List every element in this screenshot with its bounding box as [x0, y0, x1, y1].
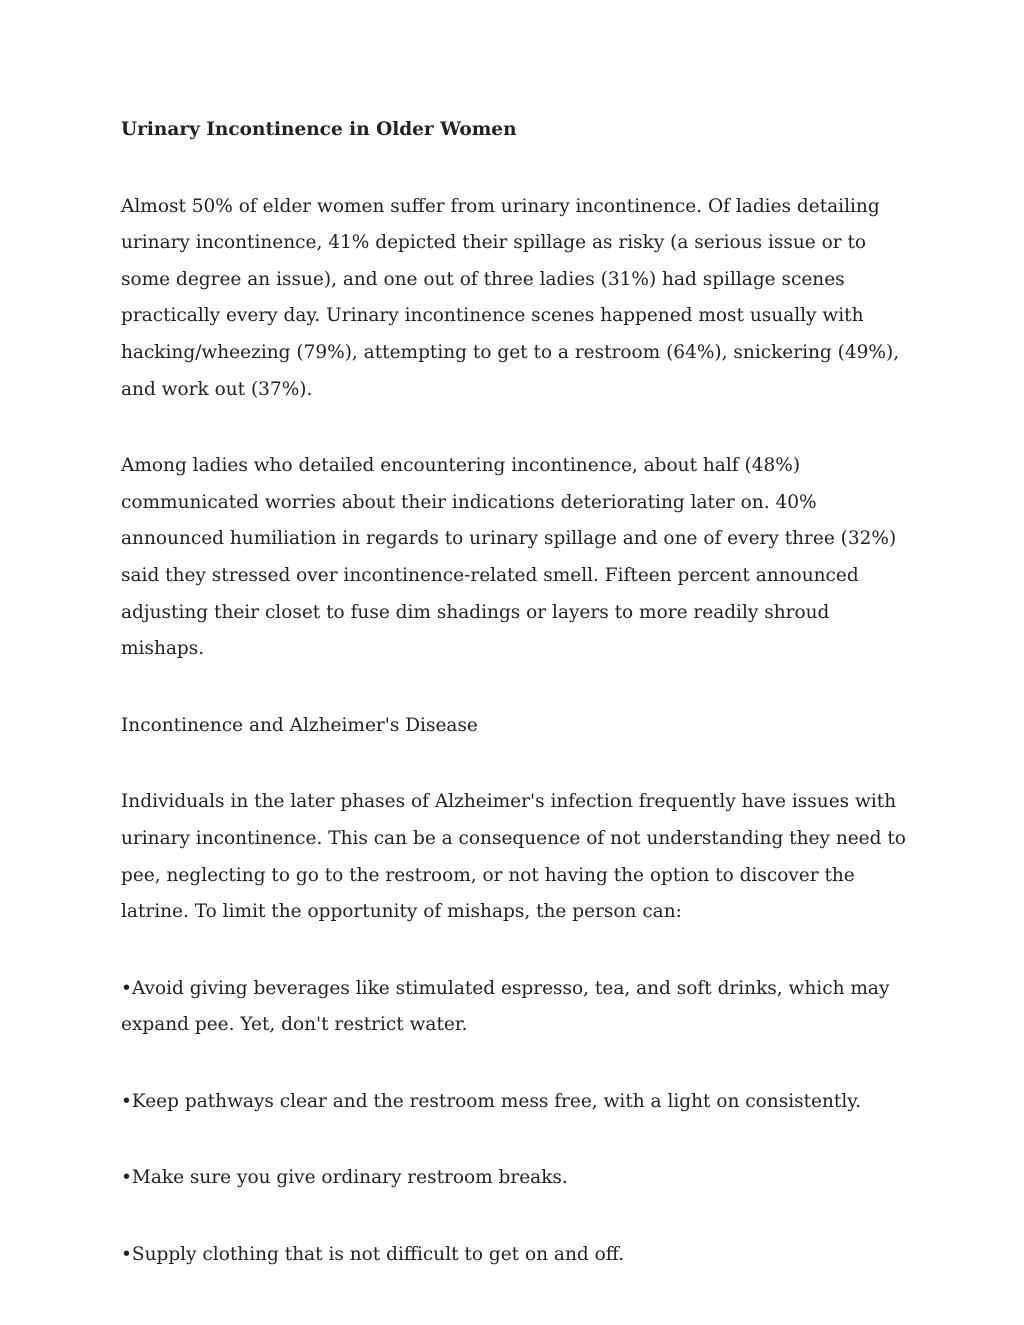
paragraph-prevalence: Almost 50% of elder women suffer from urinary incontinence. Of ladies detailing urinary incontinence, 41% depicted their spillage as risky (a serious issue or to some degree an issue), and one out of three ladies (31%) had spillage scenes practically every day. Urinary incontinence scenes happened most usually with hacking/wheezing (79%), attempting to get to a restroom (64%), snickering (49%), and work out (37%).	[121, 195, 900, 400]
bullet-item: •Make sure you give ordinary restroom breaks.	[121, 1167, 568, 1189]
document-title: Urinary Incontinence in Older Women	[121, 119, 517, 140]
section-heading: Incontinence and Alzheimer's Disease	[121, 714, 478, 736]
bullet-item: •Keep pathways clear and the restroom mess free, with a light on consistently.	[121, 1090, 862, 1112]
paragraph-alzheimers: Individuals in the later phases of Alzheimer's infection frequently have issues with urinary incontinence. This can be a consequence of not understanding they need to pee, neglecting to go to the restroom, or not having the option to discover the latrine. To limit the opportunity of mishaps, the person can:	[121, 791, 906, 923]
bullet-item: •Supply clothing that is not difficult to get on and off.	[121, 1244, 625, 1266]
document-body	[121, 112, 911, 1314]
paragraph-concerns: Among ladies who detailed encountering incontinence, about half (48%) communicated worries about their indications deteriorating later on. 40% announced humiliation in regards to urinary spillage and one of every three (32%) said they stressed over incontinence-related smell. Fifteen percent announced adjusting their closet to fuse dim shadings or layers to more readily shroud mishaps.	[121, 455, 897, 660]
bullet-item: •Avoid giving beverages like stimulated espresso, tea, and soft drinks, which may expand pee. Yet, don't restrict water.	[121, 977, 890, 1036]
